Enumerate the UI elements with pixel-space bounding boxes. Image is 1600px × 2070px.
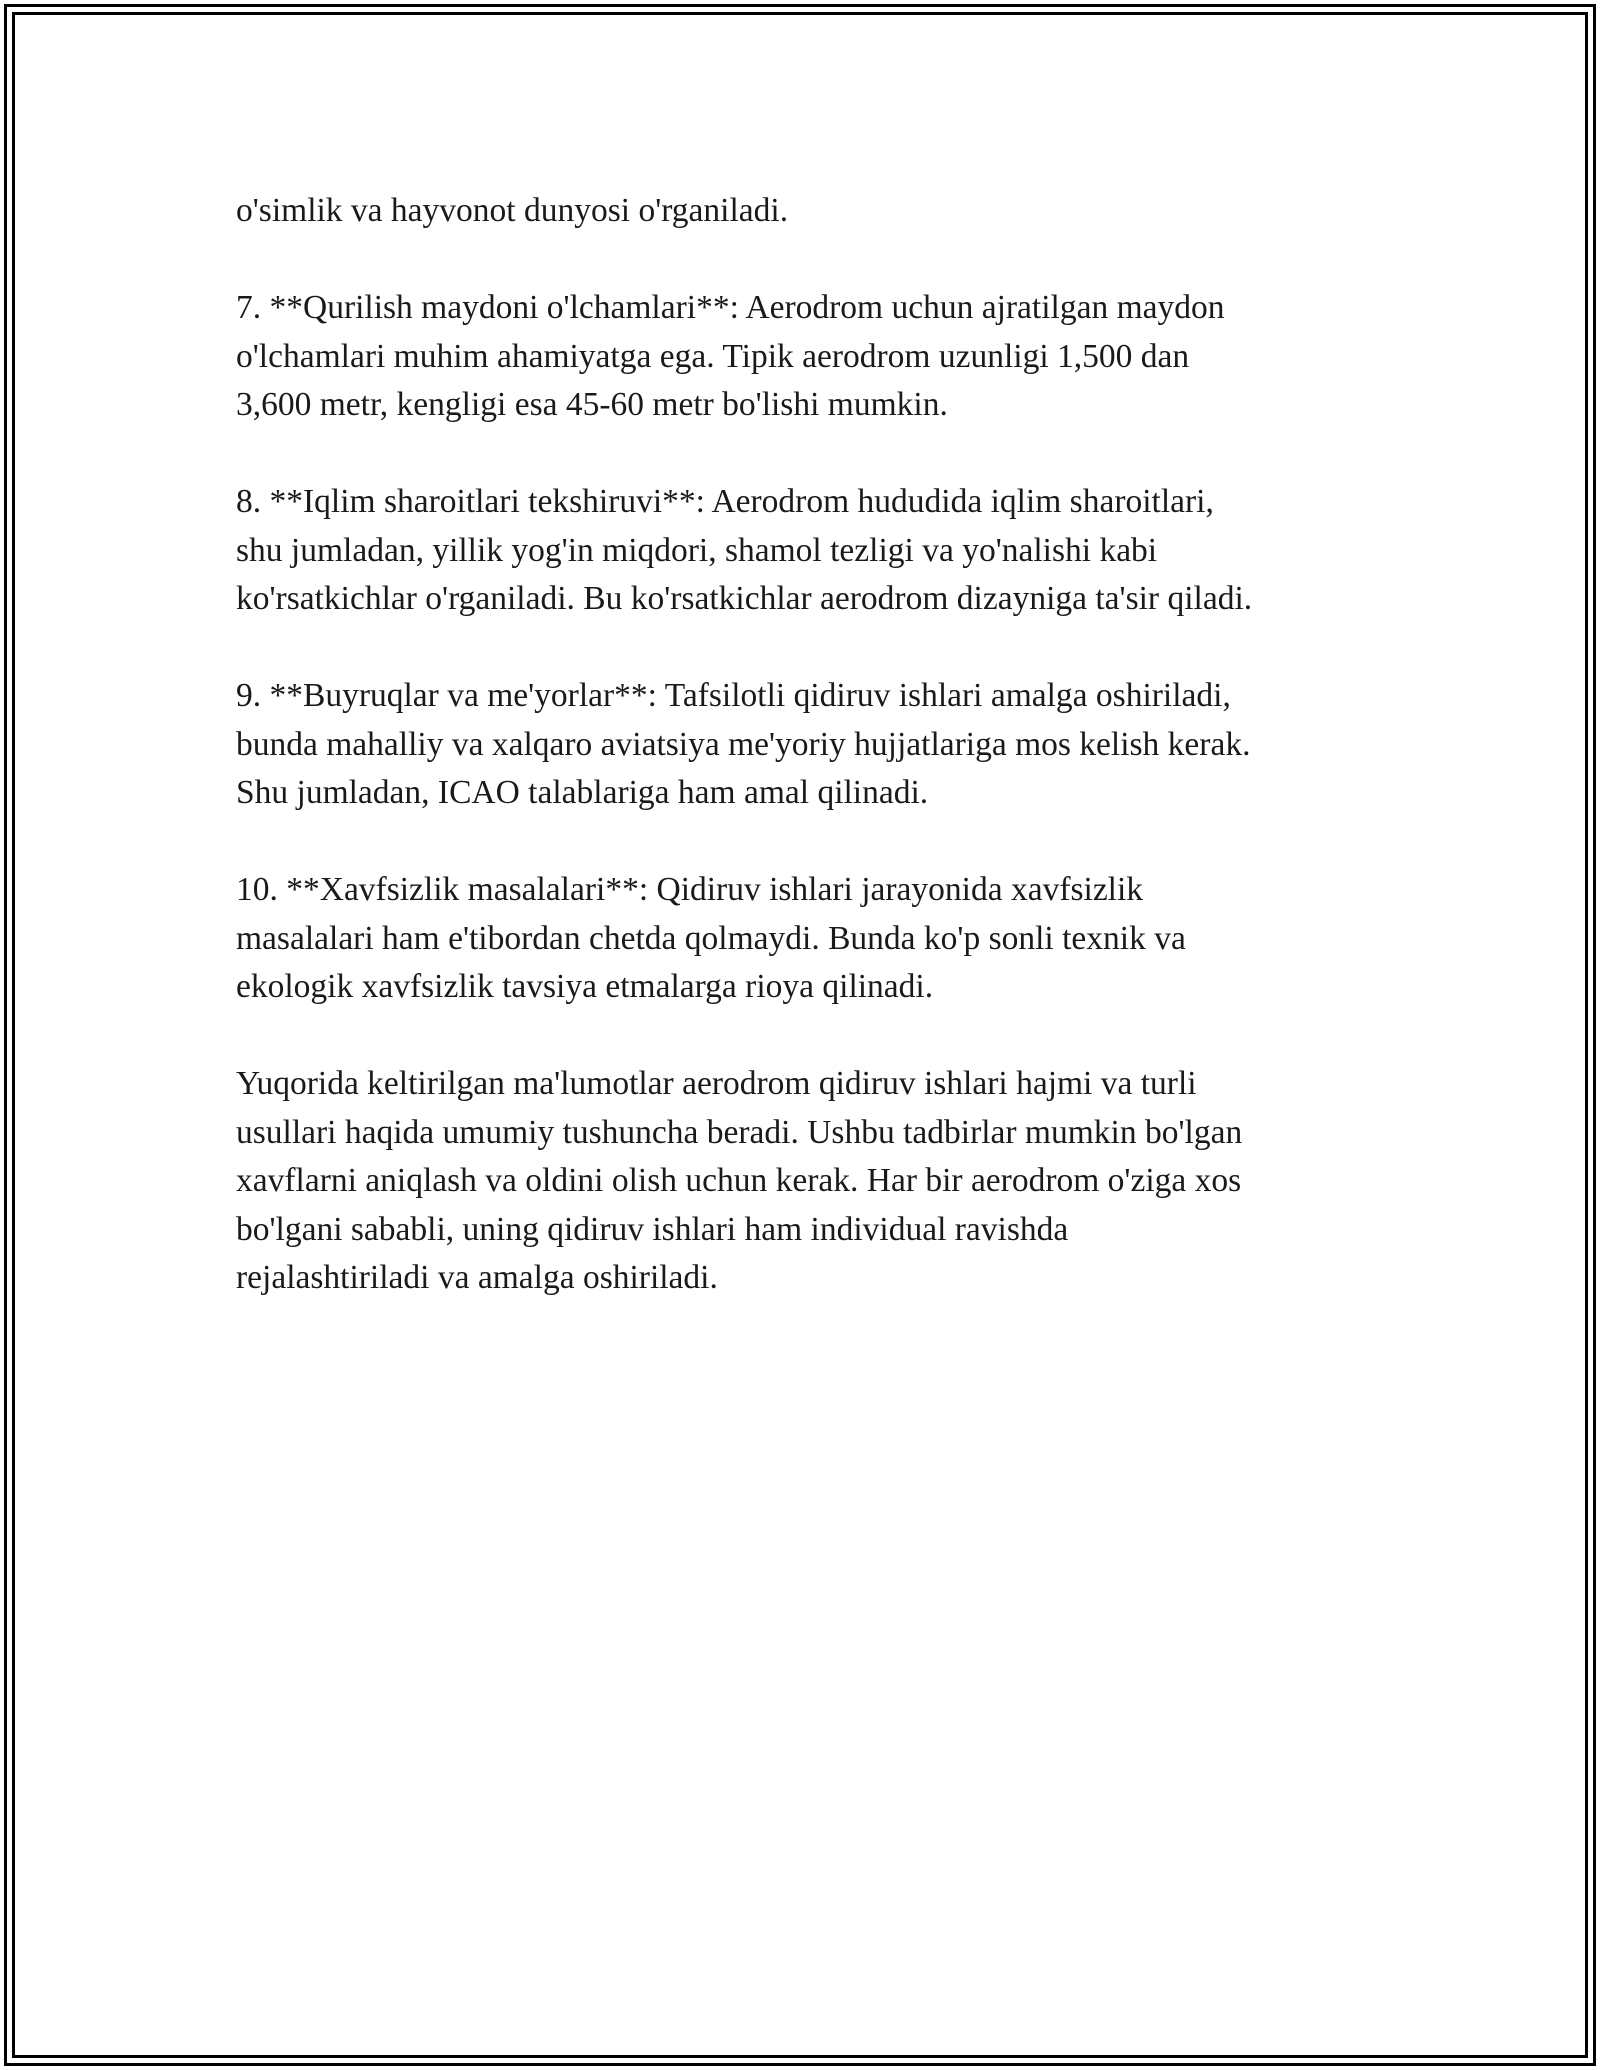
text-line: masalalari ham e'tibordan chetda qolmaydi. Bunda ko'p sonli texnik va — [236, 919, 1186, 957]
paragraph-item-7 — [236, 284, 1366, 430]
paragraph-item-8 — [236, 478, 1366, 624]
text-line: bo'lgani sababli, uning qidiruv ishlari ham individual ravishda — [236, 1210, 1069, 1248]
text-line: 8. **Iqlim sharoitlari tekshiruvi**: Aerodrom hududida iqlim sharoitlari, — [236, 483, 1214, 520]
text-line: rejalashtiriladi va amalga oshiriladi. — [236, 1259, 718, 1296]
text-line: 3,600 metr, kengligi esa 45-60 metr bo'lishi mumkin. — [236, 386, 948, 423]
text-line: Yuqorida keltirilgan ma'lumotlar aerodrom qidiruv ishlari hajmi va turli — [236, 1065, 1197, 1102]
paragraph-item-10 — [236, 866, 1366, 1012]
text-line: ekologik xavfsizlik tavsiya etmalarga rioya qilinadi. — [236, 968, 934, 1005]
document-body — [236, 187, 1366, 1351]
text-line: ko'rsatkichlar o'rganiladi. Bu ko'rsatkichlar aerodrom dizayniga ta'sir qiladi. — [236, 580, 1253, 617]
paragraph-intro-continuation — [236, 187, 1366, 236]
text-line: bunda mahalliy va xalqaro aviatsiya me'yoriy hujjatlariga mos kelish kerak. — [236, 725, 1251, 763]
text-line: 10. **Xavfsizlik masalalari**: Qidiruv ishlari jarayonida xavfsizlik — [236, 871, 1144, 908]
paragraph-conclusion — [236, 1060, 1366, 1303]
text-line: 7. **Qurilish maydoni o'lchamlari**: Aerodrom uchun ajratilgan maydon — [236, 289, 1225, 326]
paragraph-item-9 — [236, 672, 1366, 818]
text-line: 9. **Buyruqlar va me'yorlar**: Tafsilotli qidiruv ishlari amalga oshiriladi, — [236, 677, 1231, 714]
text-line: Shu jumladan, ICAO talablariga ham amal qilinadi. — [236, 774, 929, 811]
text-line: shu jumladan, yillik yog'in miqdori, shamol tezligi va yo'nalishi kabi — [236, 531, 1158, 569]
text-line: o'lchamlari muhim ahamiyatga ega. Tipik aerodrom uzunligi 1,500 dan — [236, 337, 1190, 375]
text-line: xavflarni aniqlash va oldini olish uchun kerak. Har bir aerodrom o'ziga xos — [236, 1162, 1242, 1199]
text-line: o'simlik va hayvonot dunyosi o'rganiladi. — [236, 192, 789, 229]
text-line: usullari haqida umumiy tushuncha beradi. Ushbu tadbirlar mumkin bo'lgan — [236, 1113, 1243, 1151]
